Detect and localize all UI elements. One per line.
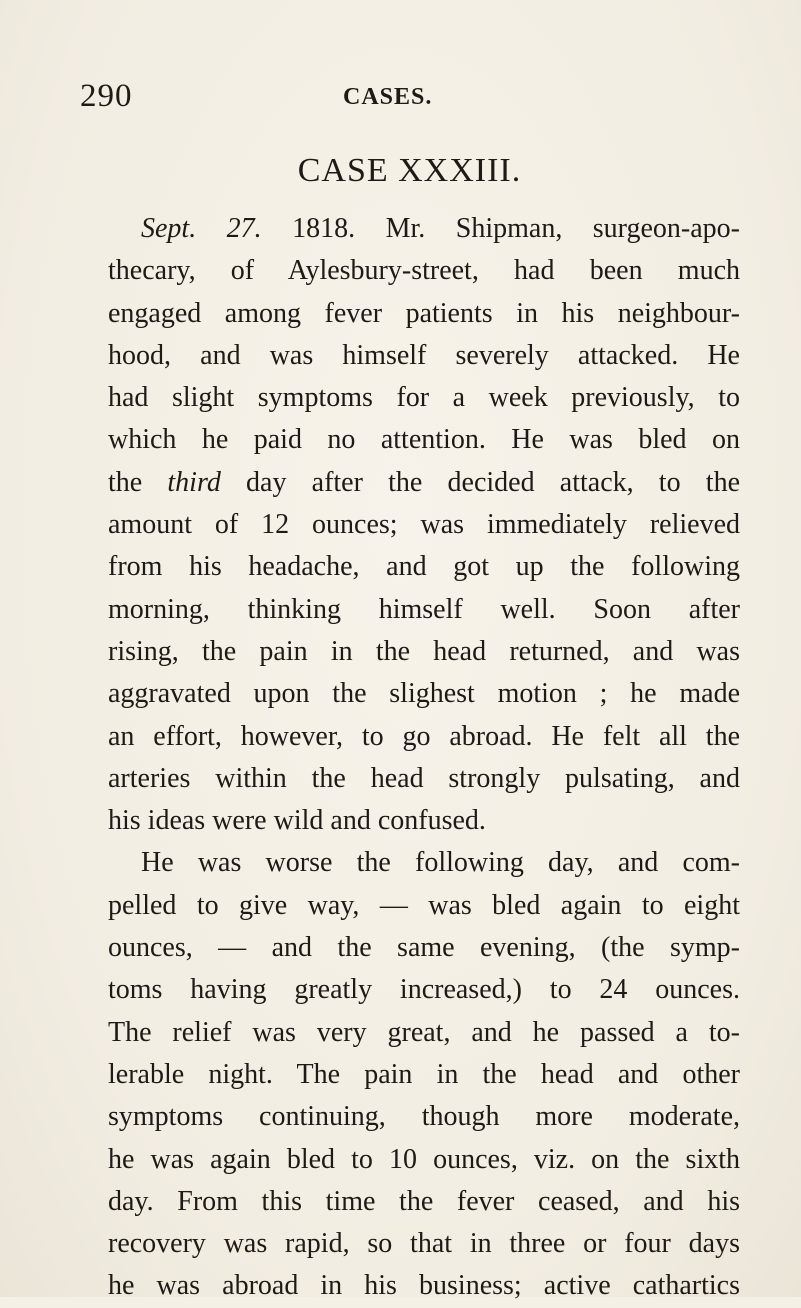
running-head — [0, 78, 801, 118]
text-line: he was again bled to 10 ounces, viz. on the sixth — [108, 1143, 740, 1175]
text-line: toms having greatly increased,) to 24 ounces. — [108, 974, 740, 1006]
text-line: aggravated upon the slighest motion ; he made — [108, 678, 740, 710]
text-line: day. From this time the fever ceased, and his — [108, 1185, 740, 1217]
text-line: which he paid no attention. He was bled on — [108, 424, 740, 456]
text-line: engaged among fever patients in his neighbour- — [108, 297, 740, 329]
text-line: had slight symptoms for a week previously, to — [108, 382, 740, 414]
text-line: hood, and was himself severely attacked. He — [108, 339, 740, 371]
text-line: from his headache, and got up the following — [108, 551, 740, 583]
text-line: he was abroad in his business; active cathartics — [108, 1270, 740, 1302]
text-line: symptoms continuing, though more moderate, — [108, 1101, 740, 1133]
text-line: amount of 12 ounces; was immediately relieved — [108, 509, 740, 541]
text-line: The relief was very great, and he passed a to- — [108, 1016, 740, 1048]
case-heading: CASE XXXIII. — [297, 152, 522, 189]
text-line: pelled to give way, — was bled again to eight — [108, 889, 740, 921]
text-line: lerable night. The pain in the head and other — [108, 1058, 740, 1090]
emphasis-text: third — [167, 466, 221, 498]
page-number: 290 — [80, 78, 133, 114]
text-line: thecary, of Aylesbury-street, had been much — [108, 255, 740, 287]
text-line: an effort, however, to go abroad. He felt all the — [108, 720, 740, 752]
text-line: arteries within the head strongly pulsating, and — [108, 762, 740, 794]
text-line: recovery was rapid, so that in three or four days — [108, 1228, 740, 1260]
text-segment: the — [108, 466, 168, 498]
running-title: CASES. — [343, 84, 433, 110]
text-line: rising, the pain in the head returned, and was — [108, 635, 740, 667]
text-line — [108, 208, 740, 250]
body-text — [108, 208, 740, 1308]
text-line: his ideas were wild and confused. — [108, 805, 486, 837]
text-line — [108, 462, 740, 504]
text-line: He was worse the following day, and com- — [141, 847, 740, 879]
text-line: morning, thinking himself well. Soon after — [108, 593, 740, 625]
text-line: ounces, — and the same evening, (the symp- — [108, 932, 740, 964]
case-date: Sept. 27. — [141, 213, 262, 244]
text-segment: day after the decided attack, to the — [220, 466, 740, 498]
text-segment: 1818. Mr. Shipman, surgeon-apo- — [261, 213, 741, 244]
